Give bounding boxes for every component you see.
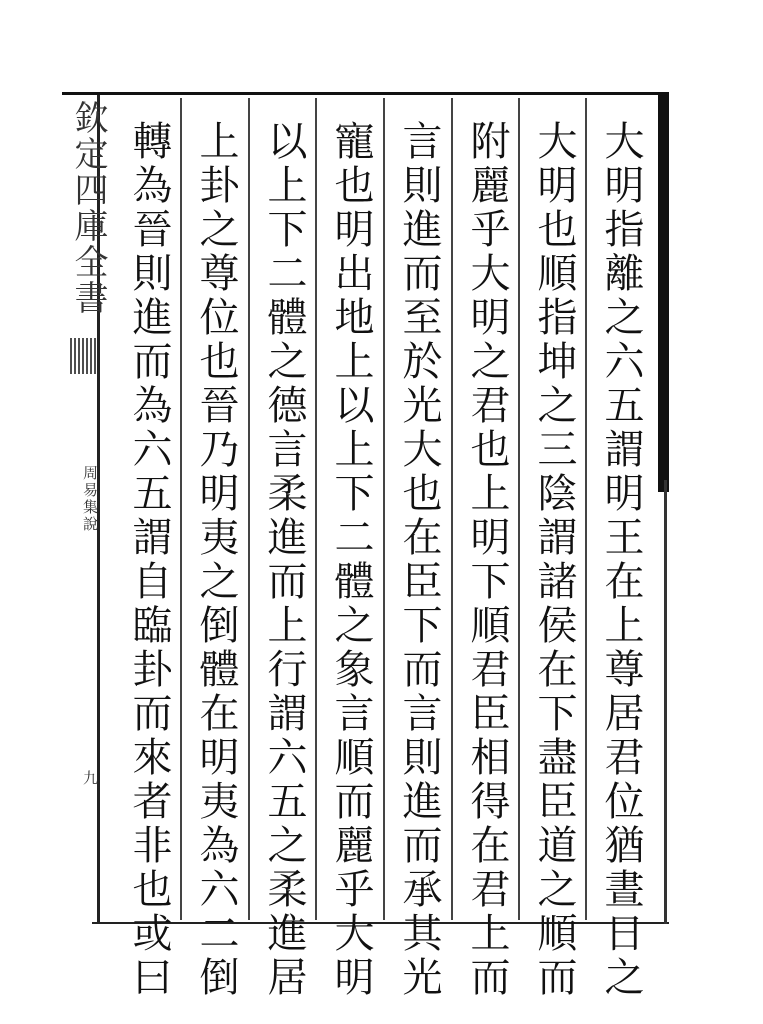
fishtail-mark [70,338,96,374]
text-column-2: 大明也順指坤之三陰謂諸侯在下盡臣道之順而 [531,120,577,1000]
column-rule [585,98,587,920]
text-column-7: 上卦之尊位也晉乃明夷之倒體在明夷為六二倒 [193,120,239,1000]
text-column-3: 附麗乎大明之君也上明下順君臣相得在君上而 [464,120,510,1000]
frame-right-border-thin [664,480,667,924]
column-rule [315,98,317,920]
text-column-8: 轉為晉則進而為六五謂自臨卦而來者非也或曰 [126,120,172,1000]
text-column-1: 大明指離之六五謂明王在上尊居君位猶晝日之 [598,120,644,1000]
text-column-6: 以上下二體之德言柔進而上行謂六五之柔進居 [261,120,307,1000]
page-number: 九 [81,770,99,785]
column-rule [518,98,520,920]
column-rule [180,98,182,920]
column-rule [383,98,385,920]
text-column-4: 言則進而至於光大也在臣下而言則進而承其光 [396,120,442,1000]
book-title-margin: 欽定四庫全書 [68,100,108,316]
frame-bottom-border [92,922,669,924]
column-rule [248,98,250,920]
chapter-title-margin: 周易集說 [81,465,99,533]
frame-right-border [658,92,669,492]
frame-top-border [62,92,669,95]
text-column-5: 寵也明出地上以上下二體之象言順而麗乎大明 [328,120,374,1000]
column-rule [451,98,453,920]
